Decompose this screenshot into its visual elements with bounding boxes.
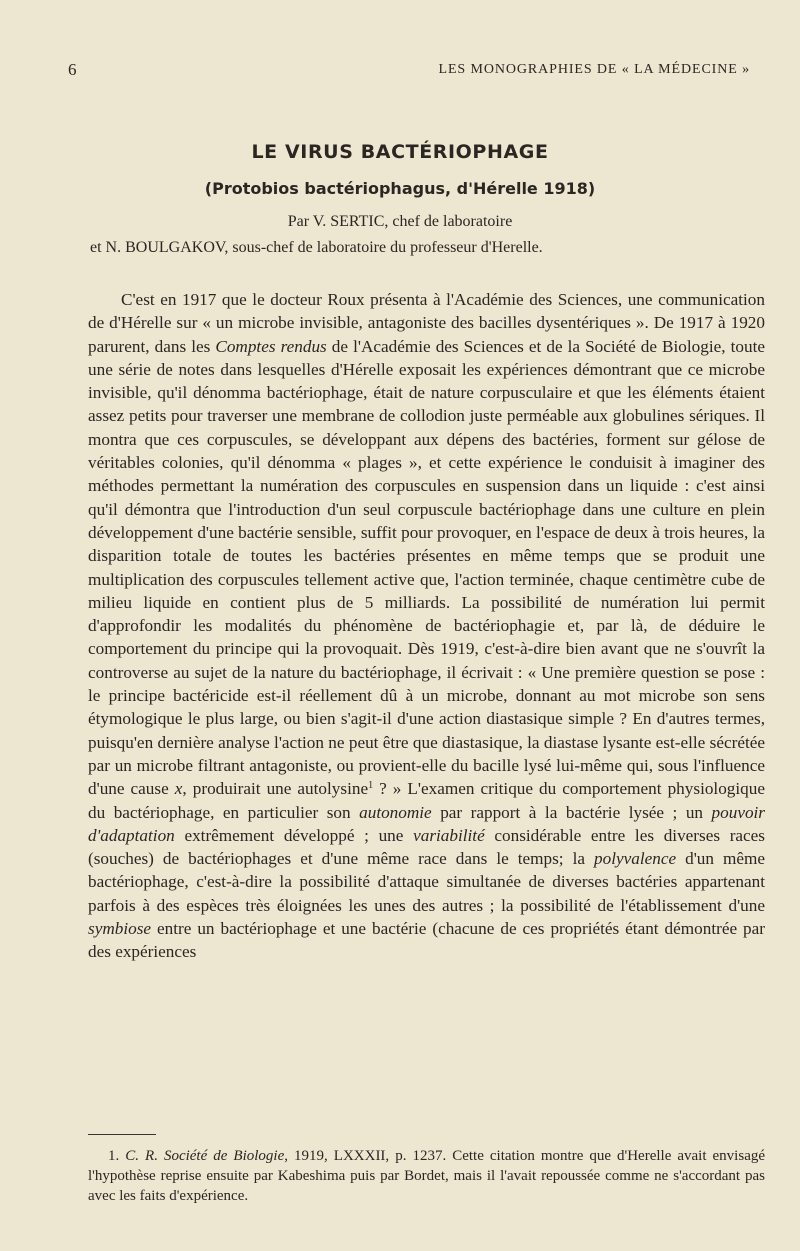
text-run: , produirait une autolysine xyxy=(182,779,369,799)
text-run: par rapport à la bactérie lysée ; un xyxy=(431,802,712,822)
footnote-divider xyxy=(88,1134,156,1135)
article-subtitle: (Protobios bactériophagus, d'Hérelle 1918) xyxy=(204,179,596,198)
article-title: LE VIRUS BACTÉRIOPHAGE xyxy=(251,141,549,163)
italic-run: polyvalence xyxy=(594,849,677,869)
running-head: LES MONOGRAPHIES DE « LA MÉDECINE » xyxy=(438,62,750,77)
italic-run: variabilité xyxy=(413,825,485,845)
text-run: C'est en 1917 que le docteur Roux présenta à l'Académie des Sciences, une communication de d'Hérelle sur « un microbe invisible, antagoniste des bacilles dysentériques ». De 1917 à 1920 parurent, dans les xyxy=(88,290,765,356)
italic-run: Comptes rendus xyxy=(215,336,327,356)
byline-second-author: et N. BOULGAKOV, sous-chef de laboratoire du professeur d'Herelle. xyxy=(90,239,543,256)
footnote-marker: 1 xyxy=(368,780,374,792)
footnote-number: 1. xyxy=(108,1148,126,1164)
body-paragraph xyxy=(88,288,765,964)
text-run: considérable entre les diverses races (souches) de bactériophages et d'une même race dans le temps; la xyxy=(88,825,765,869)
text-run: entre un bactériophage et une bactérie (chacune de ces propriétés étant démontrée par des expériences xyxy=(88,919,765,962)
footnote-reference: C. R. Société de Biologie xyxy=(125,1148,285,1164)
footnote-text: , 1919, LXXXII, p. 1237. Cette citation montre que d'Herelle avait envisagé l'hypothèse reprise ensuite par Kabeshima puis par Bordet, mais il l'avait repoussée comme ne s'accordant pas avec les faits d'expérience. xyxy=(88,1148,766,1204)
footnote xyxy=(88,1146,765,1206)
italic-run: symbiose xyxy=(88,919,152,939)
text-run: extrêmement développé ; une xyxy=(174,825,414,845)
text-run: d'un même bactériophage, c'est-à-dire la possibilité d'attaque simultanée de diverses bactéries appartenant parfois à des espèces très éloignées les unes des autres ; la possibilité de l'établissement d'une xyxy=(88,849,766,915)
text-run: de l'Académie des Sciences et de la Société de Biologie, toute une série de notes dans lesquelles d'Hérelle exposait les expériences démontrant que ce microbe invisible, qu'il dénomma bactériophage, était de nature corpusculaire et que les éléments étaient assez petits pour traverser une membrane de collodion juste perméable aux globulines sériques. Il montra que ces corpuscules, se développant aux dépens des bactéries, forment sur gélose de véritables colonies, qu'il dénomma « plages », et cette expérience le conduisit à imaginer des méthodes permettant la numération des corpuscules en suspension dans un liquide : c'est ainsi qu'il démontra que l'introduction d'un seul corpuscule bactériophage dans une culture en plein développement d'une bactérie sensible, suffit pour provoquer, en l'espace de deux à trois heures, la disparition totale de toutes les bactéries présentes en même temps que se produit une multiplication des corpuscules tellement active que, l'action terminée, chaque centimètre cube de milieu liquide en contient plus de 5 milliards. La possibilité de numération lui permit d'approfondir les modalités du phénomène de bactériophagie et, par là, de déduire le comportement du principe qui la provoquait. Dès 1919, c'est-à-dire bien avant que ne s'ouvrît la controverse au sujet de la nature du bactériophage, il écrivait : « Une première question se pose : le principe bactéricide est-il réellement dû à un microbe, donnant au mot microbe son sens étymologique le plus large, ou bien s'agit-il d'une action diastasique simple ? En d'autres termes, puisqu'en dernière analyse l'action ne peut être que diastasique, la diastase lysante est-elle sécrétée par un microbe filtrant antagoniste, ou provient-elle du bacille lysé lui-même qui, sous l'influence d'une cause xyxy=(88,336,765,799)
text-run: ? » L'examen critique du comportement physiologique du bactériophage, en particulier son xyxy=(88,779,765,822)
italic-run: x xyxy=(174,779,183,799)
page-number: 6 xyxy=(68,60,77,79)
italic-run: autonomie xyxy=(359,802,432,822)
italic-run: pouvoir d'adaptation xyxy=(88,802,765,845)
page-header xyxy=(68,60,750,86)
body-text xyxy=(88,288,765,964)
byline-first-author: Par V. SERTIC, chef de laboratoire xyxy=(287,213,513,230)
footnote-paragraph xyxy=(88,1146,765,1206)
